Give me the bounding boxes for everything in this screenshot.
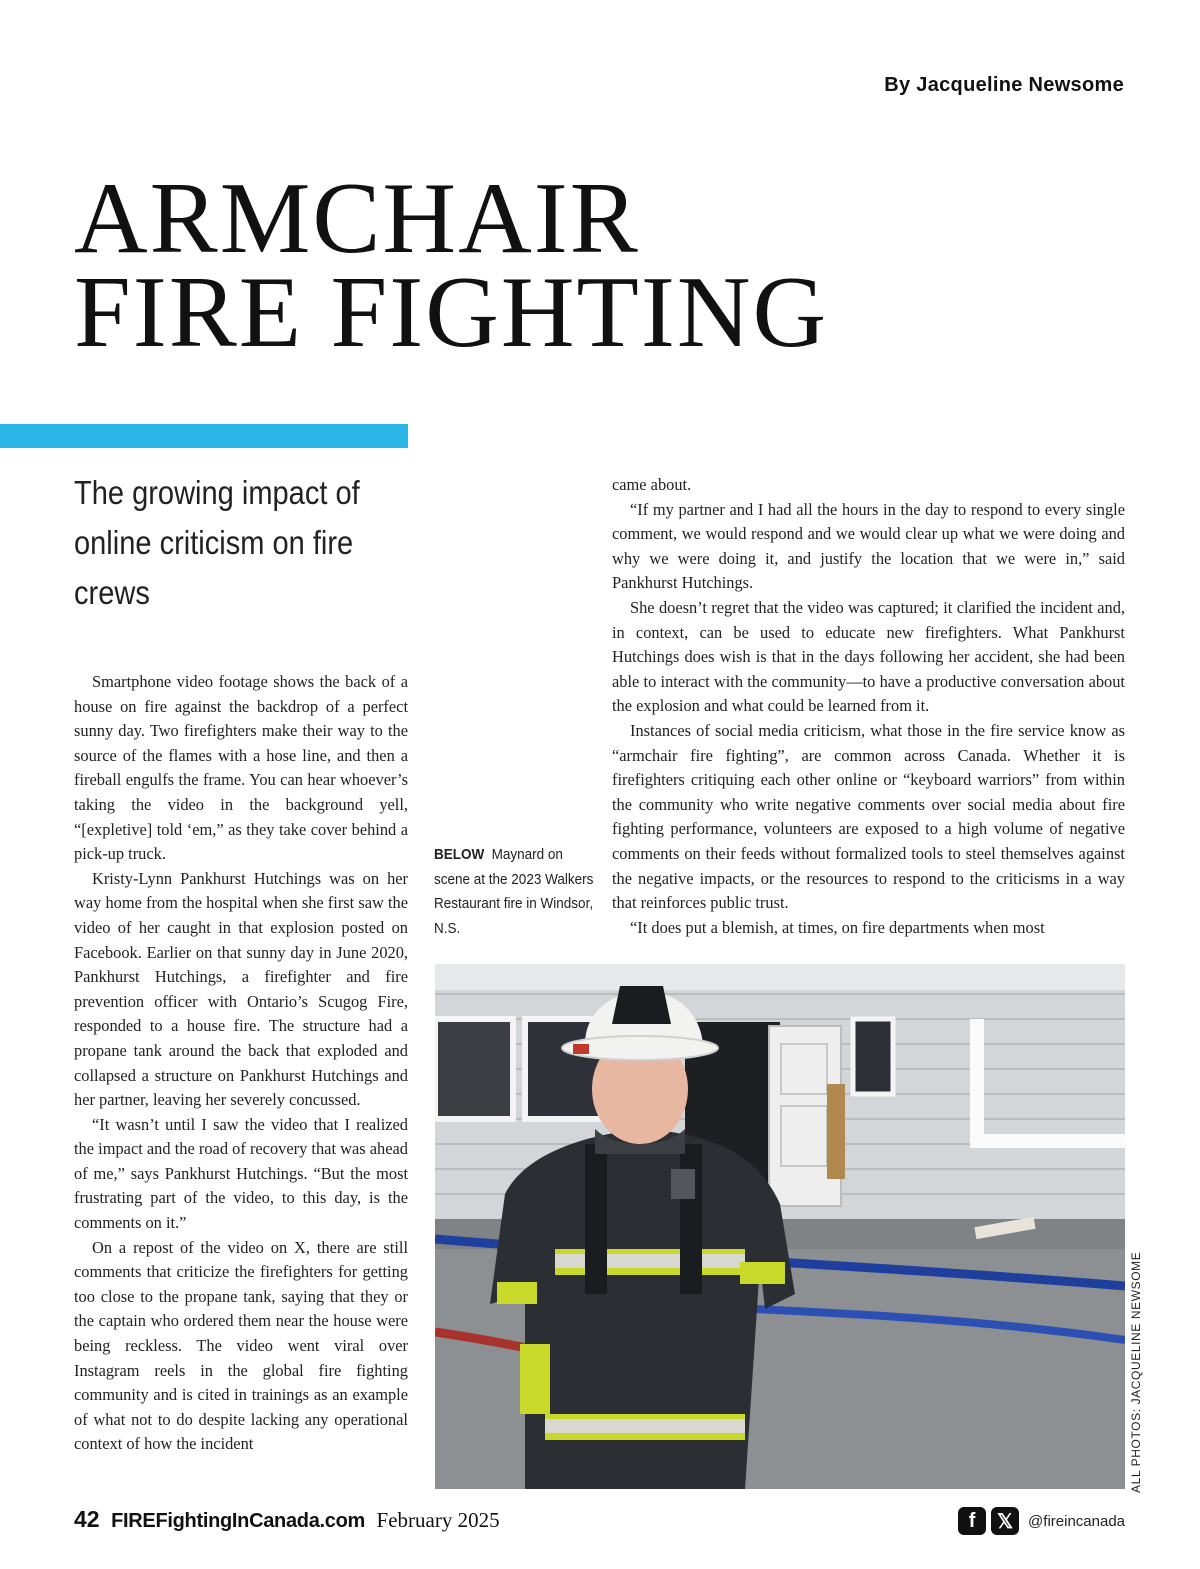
headline — [74, 162, 1134, 369]
caption-text: Maynard on scene at the 2023 Walkers Restaurant fire in Windsor, N.S. — [434, 846, 594, 937]
photo-credit: ALL PHOTOS: JACQUELINE NEWSOME — [1129, 1251, 1143, 1493]
body-paragraph: She doesn’t regret that the video was captured; it clarified the incident and, in context, can be used to educate new firefighters. What Pankhurst Hutchings does wish is that in the days following her accident, she had been able to interact with the community—to have a productive conversation about the explosion and what could be learned from it. — [612, 597, 1125, 716]
body-paragraph: Kristy-Lynn Pankhurst Hutchings was on her way home from the hospital when she first saw the video of her caught in that explosion posted on Facebook. Earlier on that sunny day in June 2020, Pankhurst Hutchings, a firefighter and fire prevention officer with Ontario’s Scugog Fire, responded to a house fire. The structure had a propane tank around the back that exploded and collapsed a structure on Pankhurst Hutchings and her partner, leaving her severely concussed. — [74, 868, 408, 1110]
firefighter-photo — [435, 964, 1125, 1489]
footer-social — [958, 1507, 1125, 1535]
body-paragraph: “It does put a blemish, at times, on fire departments when most — [630, 917, 1045, 937]
body-paragraph: On a repost of the video on X, there are still comments that criticize the firefighters for getting too close to the propane tank, saying that they or the captain who ordered them near the house were being reckless. The video went viral over Instagram reels in the global fire fighting community and is cited in trainings as an example of what not to do despite lacking any operational context of how the incident — [74, 1237, 408, 1454]
byline: By Jacqueline Newsome — [884, 74, 1124, 96]
body-column-left — [74, 670, 408, 1486]
body-paragraph: Smartphone video footage shows the back of a house on fire against the backdrop of a perfect sunny day. Two firefighters make their way to the source of the flames with a hose line, and then a fireball engulfs the frame. You can hear whoever’s taking the video in the background yell, “[expletive] told ‘em,” as they take cover behind a pick-up truck. — [74, 672, 408, 864]
social-handle: @fireincanada — [1028, 1512, 1125, 1530]
page-number: 42 — [74, 1506, 100, 1532]
accent-bar — [0, 424, 408, 448]
body-column-right — [612, 473, 1125, 947]
body-continuation: came about. — [612, 475, 692, 494]
photo-caption — [434, 843, 594, 941]
firefighter-photo-illustration — [435, 964, 1125, 1489]
website-name: FIREFightingInCanada.com — [111, 1510, 366, 1532]
body-paragraph: “If my partner and I had all the hours in the day to respond to every single comment, we would respond and we would clear up what we were doing and why we were doing it, and justify the location that we were in,” said Pankhurst Hutchings. — [612, 499, 1125, 593]
headline-line-2: FIRE FIGHTING — [74, 256, 829, 369]
footer-folio — [74, 1506, 500, 1533]
issue-date: February 2025 — [376, 1508, 500, 1532]
body-paragraph: Instances of social media criticism, what those in the fire service know as “armchair fire fighting”, are common across Canada. Whether it is firefighters critiquing each other online or “keyboard warriors” from within the community who write negative comments over social media about fire fighting performance, volunteers are exposed to a high volume of negative comments on their feeds without formalized tools to steel themselves against the negative impacts, or the resources to respond to the criticisms in a way that reinforces public trust. — [612, 720, 1125, 913]
headline-line-1: ARMCHAIR — [74, 162, 640, 275]
deck-subtitle: The growing impact of online criticism on fire crews — [74, 474, 360, 611]
x-icon: 𝕏 — [991, 1507, 1019, 1535]
body-paragraph: “It wasn’t until I saw the video that I realized the impact and the road of recovery that was ahead of me,” says Pankhurst Hutchings. “But the most frustrating part of the video, to this day, is the comments on it.” — [74, 1114, 408, 1233]
caption-lead: BELOW — [434, 846, 485, 863]
facebook-icon: f — [958, 1507, 986, 1535]
